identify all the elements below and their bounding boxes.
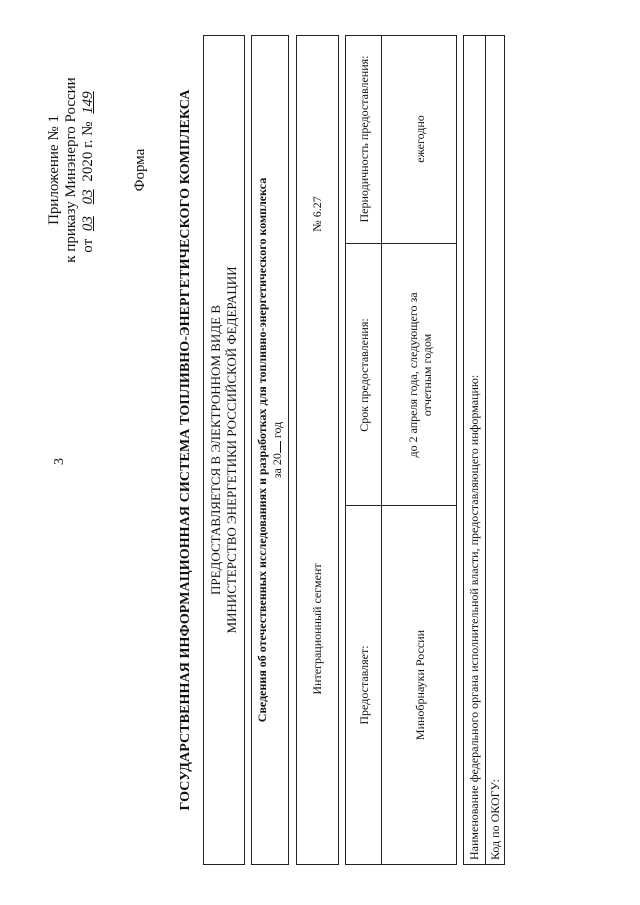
value-provider: Минобрнауки России bbox=[412, 629, 427, 741]
date-month: 03 bbox=[80, 189, 96, 205]
appendix-date-line bbox=[80, 35, 97, 305]
authority-label: Наименование федерального органа исполнительной власти, предоставляющего информацию: bbox=[467, 374, 481, 860]
date-day: 03 bbox=[80, 216, 96, 232]
header-provider: Предоставляет: bbox=[356, 645, 371, 725]
submission-line-1: ПРЕДОСТАВЛЯЕТСЯ В ЭЛЕКТРОННОМ ВИДЕ В bbox=[208, 304, 223, 596]
form-label: Форма bbox=[132, 148, 148, 192]
info-table bbox=[345, 35, 457, 865]
appendix-header bbox=[46, 35, 97, 305]
date-year: 2020 г. № bbox=[80, 121, 96, 182]
authority-field[interactable] bbox=[464, 36, 486, 864]
submission-box bbox=[203, 35, 245, 865]
segment-number: № 6.27 bbox=[310, 196, 324, 232]
date-prefix: от bbox=[80, 238, 96, 253]
footer-box bbox=[463, 35, 505, 865]
okogu-label: Код по ОКОГУ: bbox=[488, 779, 502, 860]
appendix-order-ref: к приказу Минэнерго России bbox=[63, 77, 79, 263]
report-title bbox=[255, 36, 285, 864]
value-deadline: до 2 апреля года, следующего за отчетным годом bbox=[405, 292, 434, 458]
submission-text bbox=[208, 36, 240, 864]
header-deadline: Срок предоставления: bbox=[356, 318, 371, 432]
report-title-box bbox=[251, 35, 289, 865]
main-title: ГОСУДАРСТВЕННАЯ ИНФОРМАЦИОННАЯ СИСТЕМА ТОПЛИВНО-ЭНЕРГЕТИЧЕСКОГО КОМПЛЕКСА bbox=[178, 89, 193, 811]
report-year-line bbox=[270, 36, 285, 864]
segment-box bbox=[296, 35, 339, 865]
report-year-suffix: год bbox=[270, 421, 284, 439]
page-number: 3 bbox=[52, 458, 67, 465]
value-periodicity: ежегодно bbox=[412, 115, 427, 163]
okogu-field[interactable] bbox=[485, 36, 506, 864]
order-number: 149 bbox=[80, 91, 96, 114]
header-periodicity: Периодичность предоставления: bbox=[356, 55, 371, 223]
report-year-blank[interactable] bbox=[280, 441, 281, 453]
submission-line-2: МИНИСТЕРСТВО ЭНЕРГЕТИКИ РОССИЙСКОЙ ФЕДЕРАЦИИ bbox=[224, 266, 239, 634]
appendix-title: Приложение № 1 bbox=[46, 115, 62, 225]
report-title-line-1: Сведения об отечественных исследованиях и разработках для топливно-энергетического комплекса bbox=[255, 177, 269, 723]
segment-name: Интеграционный сегмент bbox=[310, 563, 324, 695]
report-year-prefix: за 20 bbox=[270, 453, 284, 479]
